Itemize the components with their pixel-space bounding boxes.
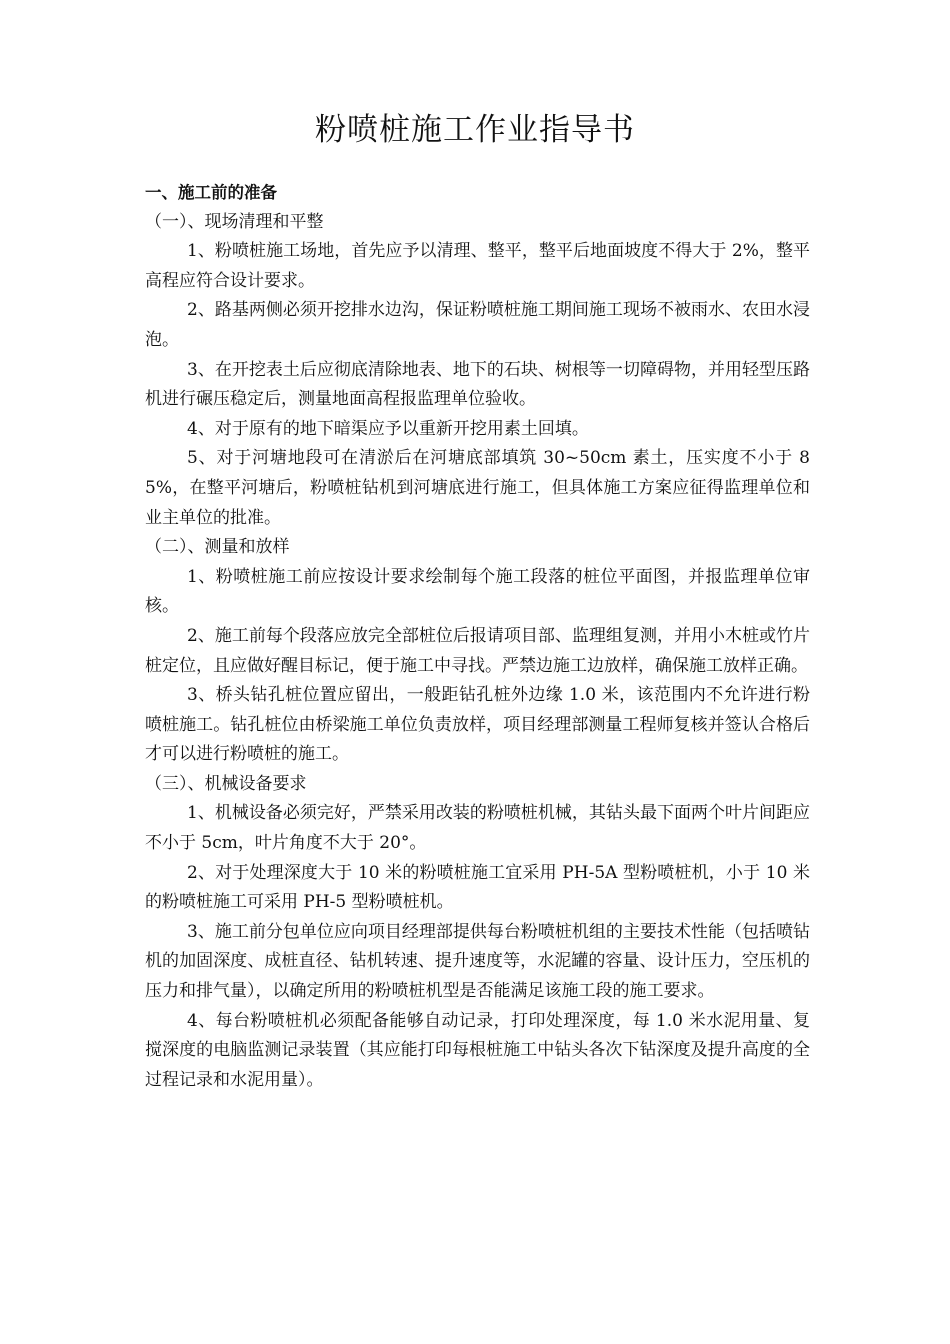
paragraph: 5、对于河塘地段可在清淤后在河塘底部填筑 30~50cm 素土，压实度不小于 85%，在整平河塘后，粉喷桩钻机到河塘底进行施工，但具体施工方案应征得监理单位和业主单位的批准。 — [145, 448, 810, 528]
paragraph: 2、路基两侧必须开挖排水边沟，保证粉喷桩施工期间施工现场不被雨水、农田水浸泡。 — [145, 300, 810, 350]
sub-heading-equipment: （三）、机械设备要求 — [145, 773, 307, 794]
paragraph: 4、对于原有的地下暗渠应予以重新开挖用素土回填。 — [187, 418, 589, 439]
sub-heading-site-clearing: （一）、现场清理和平整 — [145, 211, 324, 232]
paragraph: 3、在开挖表土后应彻底清除地表、地下的石块、树根等一切障碍物，并用轻型压路机进行碾压稳定后，测量地面高程报监理单位验收。 — [145, 359, 810, 410]
paragraph: 2、施工前每个段落应放完全部桩位后报请项目部、监理组复测，并用小木桩或竹片桩定位，且应做好醒目标记，便于施工中寻找。严禁边施工边放样，确保施工放样正确。 — [145, 625, 810, 676]
paragraph: 3、施工前分包单位应向项目经理部提供每台粉喷桩机组的主要技术性能（包括喷钻机的加固深度、成桩直径、钻机转速、提升速度等，水泥罐的容量、设计压力，空压机的压力和排气量），以确定所用的粉喷桩机型是否能满足该施工段的施工要求。 — [145, 921, 810, 1002]
paragraph: 1、粉喷桩施工场地，首先应予以清理、整平，整平后地面坡度不得大于 2%，整平高程应符合设计要求。 — [145, 241, 810, 291]
paragraph: 4、每台粉喷桩机必须配备能够自动记录，打印处理深度，每 1.0 米水泥用量、复搅深度的电脑监测记录装置（其应能打印每根桩施工中钻头各次下钻深度及提升高度的全过程记录和水泥用量）。 — [145, 1010, 810, 1090]
paragraph: 2、对于处理深度大于 10 米的粉喷桩施工宜采用 PH-5A 型粉喷桩机，小于 10 米的粉喷桩施工可采用 PH-5 型粉喷桩机。 — [145, 862, 810, 913]
document-title: 粉喷桩施工作业指导书 — [315, 112, 635, 148]
paragraph: 1、粉喷桩施工前应按设计要求绘制每个施工段落的桩位平面图，并报监理单位审核。 — [145, 566, 810, 617]
document-body — [145, 178, 810, 1095]
sub-heading-survey: （二）、测量和放样 — [145, 537, 290, 558]
paragraph: 3、桥头钻孔桩位置应留出，一般距钻孔桩外边缘 1.0 米，该范围内不允许进行粉喷桩施工。钻孔桩位由桥梁施工单位负责放样，项目经理部测量工程师复核并签认合格后才可以进行粉喷桩的施工。 — [145, 685, 810, 765]
paragraph: 1、机械设备必须完好，严禁采用改装的粉喷桩机械，其钻头最下面两个叶片间距应不小于 5cm，叶片角度不大于 20°。 — [145, 803, 810, 854]
section-heading: 一、施工前的准备 — [145, 183, 277, 202]
